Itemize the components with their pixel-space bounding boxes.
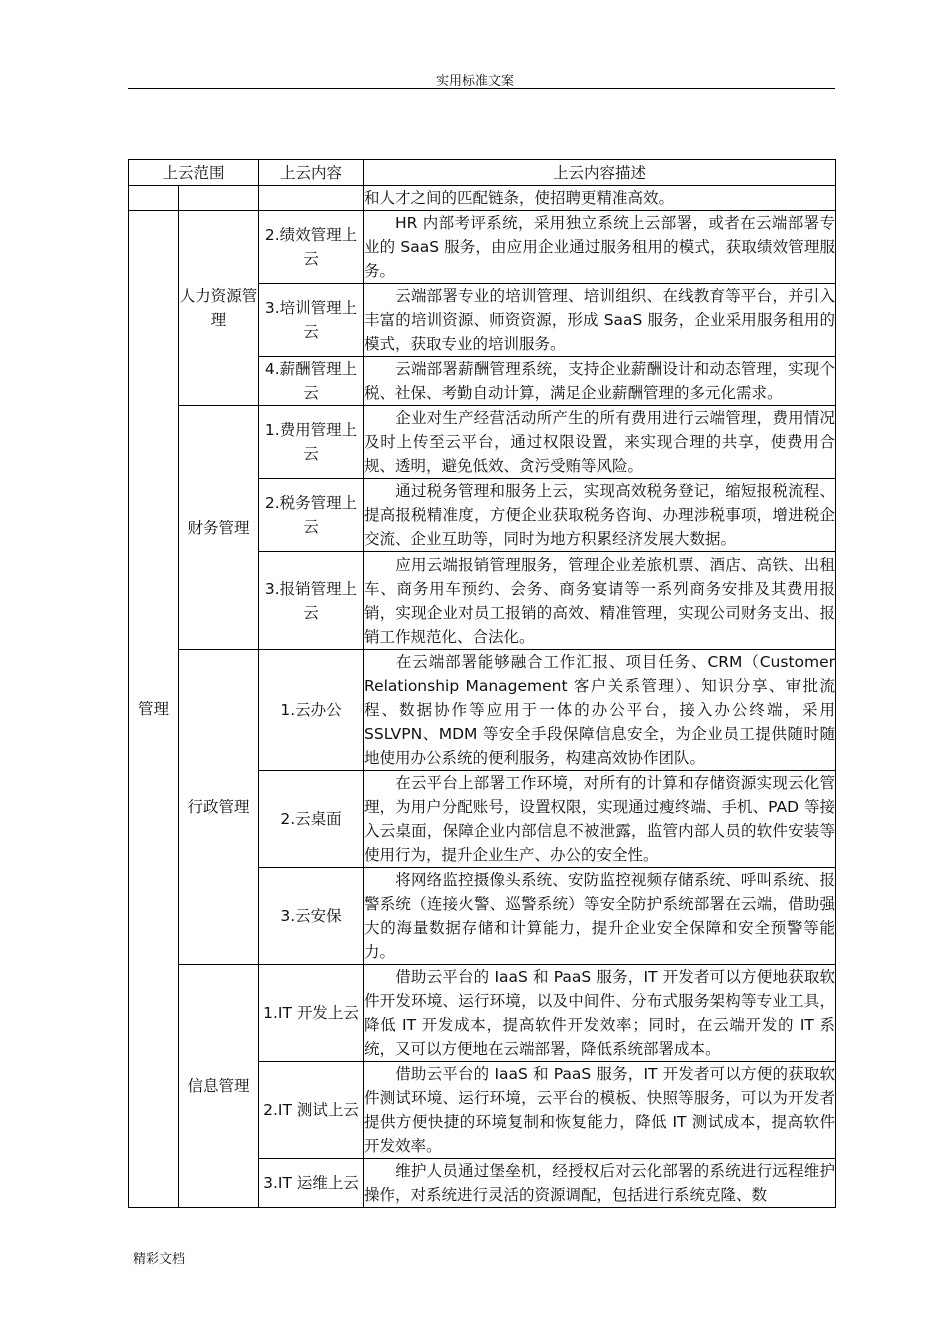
- scope-cell: 管理: [129, 211, 179, 1208]
- item-cell: 1.费用管理上云: [259, 406, 364, 479]
- item-cell: 1.云办公: [259, 650, 364, 771]
- item-cell: 2.IT 测试上云: [259, 1062, 364, 1159]
- item-cell: 3.云安保: [259, 868, 364, 965]
- header-content: 上云内容: [259, 160, 364, 186]
- header-description: 上云内容描述: [364, 160, 836, 186]
- description-cell: 维护人员通过堡垒机，经授权后对云化部署的系统进行远程维护操作，对系统进行灵活的资源调配，包括进行系统克隆、数: [364, 1159, 836, 1208]
- header-scope: 上云范围: [129, 160, 259, 186]
- item-cell: 2.税务管理上云: [259, 479, 364, 552]
- page-footer: 精彩文档: [133, 1252, 186, 1267]
- item-cell: 2.绩效管理上云: [259, 211, 364, 284]
- continuation-text: 和人才之间的匹配链条，使招聘更精准高效。: [364, 186, 836, 211]
- table-header-row: [129, 160, 836, 186]
- item-cell: 2.云桌面: [259, 771, 364, 868]
- table-row: [129, 406, 836, 479]
- group-finance: 财务管理: [179, 406, 259, 650]
- group-admin: 行政管理: [179, 650, 259, 965]
- description-cell: 在云端部署能够融合工作汇报、项目任务、CRM（Customer Relationship Management 客户关系管理）、知识分享、审批流程、数据协作等应用于一体的办公平台，接入办公终端，采用 SSLVPN、MDM 等安全手段保障信息安全，为企业员工提供随时随地使用办公系统的便利服务，构建高效协作团队。: [364, 650, 836, 771]
- item-cell: 3.IT 运维上云: [259, 1159, 364, 1208]
- description-cell: 通过税务管理和服务上云，实现高效税务登记，缩短报税流程、提高报税精准度，方便企业获取税务咨询、办理涉税事项，增进税企交流、企业互助等，同时为地方积累经济发展大数据。: [364, 479, 836, 552]
- description-cell: 借助云平台的 IaaS 和 PaaS 服务，IT 开发者可以方便的获取软件测试环境、运行环境，云平台的模板、快照等服务，可以为开发者提供方便快捷的环境复制和恢复能力，降低 IT 测试成本，提高软件开发效率。: [364, 1062, 836, 1159]
- description-cell: 云端部署专业的培训管理、培训组织、在线教育等平台，并引入丰富的培训资源、师资资源，形成 SaaS 服务，企业采用服务租用的模式，获取专业的培训服务。: [364, 284, 836, 357]
- description-cell: 借助云平台的 IaaS 和 PaaS 服务，IT 开发者可以方便地获取软件开发环境、运行环境，以及中间件、分布式服务架构等专业工具，降低 IT 开发成本，提高软件开发效率；同时，在云端开发的 IT 系统，又可以方便地在云端部署，降低系统部署成本。: [364, 965, 836, 1062]
- item-cell: 3.报销管理上云: [259, 552, 364, 650]
- description-cell: 企业对生产经营活动所产生的所有费用进行云端管理，费用情况及时上传至云平台，通过权限设置，来实现合理的共享，使费用合规、透明，避免低效、贪污受贿等风险。: [364, 406, 836, 479]
- description-cell: 将网络监控摄像头系统、安防监控视频存储系统、呼叫系统、报警系统（连接火警、巡警系统）等安全防护系统部署在云端，借助强大的海量数据存储和计算能力，提升企业安全保障和安全预警等能力。: [364, 868, 836, 965]
- description-cell: 在云平台上部署工作环境，对所有的计算和存储资源实现云化管理，为用户分配账号，设置权限，实现通过瘦终端、手机、PAD 等接入云桌面，保障企业内部信息不被泄露，监管内部人员的软件安装等使用行为，提升企业生产、办公的安全性。: [364, 771, 836, 868]
- description-cell: HR 内部考评系统，采用独立系统上云部署，或者在云端部署专业的 SaaS 服务，由应用企业通过服务租用的模式，获取绩效管理服务。: [364, 211, 836, 284]
- table-row: [129, 211, 836, 284]
- table-row: [129, 650, 836, 771]
- item-cell: 1.IT 开发上云: [259, 965, 364, 1062]
- page-header: 实用标准文案: [435, 74, 514, 89]
- description-cell: 云端部署薪酬管理系统，支持企业薪酬设计和动态管理，实现个税、社保、考勤自动计算，满足企业薪酬管理的多元化需求。: [364, 357, 836, 406]
- item-cell: 3.培训管理上云: [259, 284, 364, 357]
- group-info: 信息管理: [179, 965, 259, 1208]
- header-rule: [128, 88, 835, 89]
- table-row: [129, 965, 836, 1062]
- description-cell: 应用云端报销管理服务，管理企业差旅机票、酒店、高铁、出租车、商务用车预约、会务、商务宴请等一系列商务安排及其费用报销，实现企业对员工报销的高效、精准管理，实现公司财务支出、报销工作规范化、合法化。: [364, 552, 836, 650]
- item-cell: 4.薪酬管理上云: [259, 357, 364, 406]
- table-row: [129, 186, 836, 211]
- cloud-management-table: [128, 159, 836, 1208]
- group-hr: 人力资源管理: [179, 211, 259, 406]
